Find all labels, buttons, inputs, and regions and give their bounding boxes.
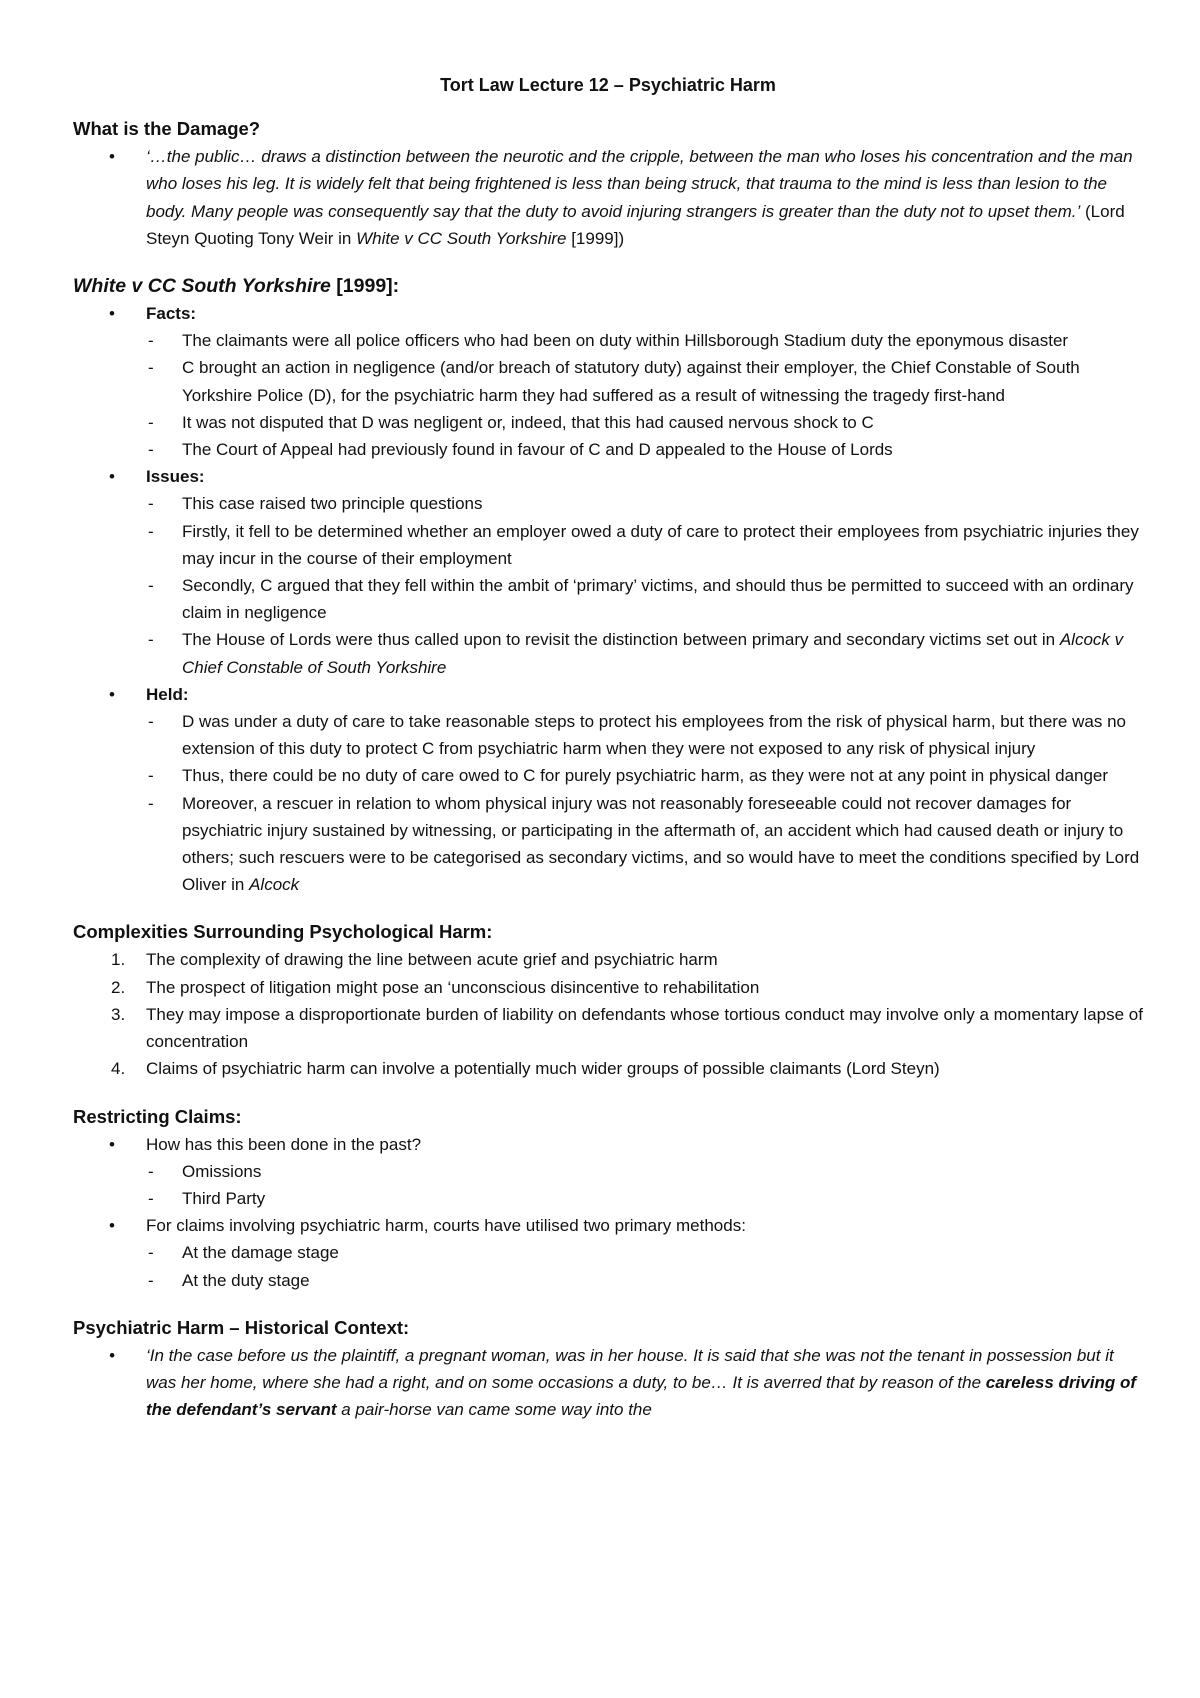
item-text: They may impose a disproportionate burden of liability on defendants whose tortious conduct may involve only a momentary lapse of concentration <box>146 1004 1143 1052</box>
list-item <box>146 790 1143 899</box>
list-item <box>73 974 1143 1001</box>
list-item: - Thus, there could be no duty of care owed to C for purely psychiatric harm, as they were not at any point in physical danger <box>146 762 1143 789</box>
list-item: - C brought an action in negligence (and/or breach of statutory duty) against their employer, the Chief Constable of South Yorkshire Police (D), for the psychiatric harm they had suffered as a result of witnessing the tragedy first-hand <box>146 354 1143 408</box>
list-item: - D was under a duty of care to take reasonable steps to protect his employees from the risk of physical harm, but there was no extension of this duty to protect C from psychiatric harm when they were not exposed to any risk of physical injury <box>146 708 1143 762</box>
restricting-sublist-2 <box>146 1239 1143 1293</box>
facts-label: Facts: <box>146 304 197 324</box>
restricting-list <box>73 1131 1143 1294</box>
list-item: - Firstly, it fell to be determined whether an employer owed a duty of care to protect their employees from psychiatric injuries they may incur in the course of their employment <box>146 518 1143 572</box>
restricting-sublist-1 <box>146 1158 1143 1212</box>
list-item: - At the duty stage <box>146 1267 1143 1294</box>
held-item <box>73 681 1143 899</box>
complexities-list <box>73 946 1143 1082</box>
list-item <box>73 1131 1143 1213</box>
historical-list <box>73 1342 1143 1424</box>
damage-attribution: (Lord Steyn Quoting Tony Weir in <box>146 201 1125 248</box>
list-item <box>146 626 1143 680</box>
list-item <box>73 1001 1143 1055</box>
historical-quote-part-1: ‘In the case before us the plaintiff, a pregnant woman, was in her house. It is said that she was not the tenant in possession but it was her home, where she had a right, and on some occasions a duty, to be… It is averred that by reason of the <box>146 1345 1114 1392</box>
list-item: - At the damage stage <box>146 1239 1143 1266</box>
section-heading-historical: Psychiatric Harm – Historical Context: <box>73 1316 410 1338</box>
document-title: Tort Law Lecture 12 – Psychiatric Harm <box>440 75 776 95</box>
white-list <box>73 300 1143 898</box>
historical-quote-bold: careless driving of the defendant’s servant <box>146 1372 1136 1420</box>
section-heading-complexities: Complexities Surrounding Psychological Harm: <box>73 921 493 943</box>
damage-case-year: [1999]) <box>566 228 625 248</box>
list-item: - Third Party <box>146 1185 1143 1212</box>
item-number: 1. <box>111 950 126 970</box>
issue4-case: Alcock v Chief Constable of South Yorkshire <box>182 630 1124 677</box>
list-item <box>73 946 1143 973</box>
issues-label: Issues: <box>146 467 205 487</box>
item-text: The prospect of litigation might pose an ‘unconscious disincentive to rehabilitation <box>146 977 760 997</box>
item-number: 4. <box>111 1059 126 1079</box>
item-number: 3. <box>111 1004 126 1024</box>
white-heading-case: White v CC South Yorkshire <box>73 275 331 298</box>
held-label: Held: <box>146 684 189 704</box>
list-item: - This case raised two principle questions <box>146 490 1143 517</box>
held-sublist <box>146 708 1143 898</box>
historical-quote-part-2: a pair-horse van came some way into the <box>336 1400 652 1420</box>
list-item: - Omissions <box>146 1158 1143 1185</box>
issues-item <box>73 463 1143 681</box>
document-page <box>73 72 1143 1423</box>
held3-case: Alcock <box>249 875 300 895</box>
section-heading-white <box>73 272 1143 300</box>
issues-sublist <box>146 490 1143 680</box>
list-item <box>73 1055 1143 1082</box>
restricting-question-1: How has this been done in the past? <box>146 1134 422 1154</box>
held3-text: Moreover, a rescuer in relation to whom physical injury was not reasonably foreseeable could not recover damages for psychiatric injury sustained by witnessing, or participating in the aftermath of, an accident which had caused death or injury to others; such rescuers were to be categorised as secondary victims, and so would have to meet the conditions specified by Lord Oliver in <box>182 793 1140 895</box>
damage-case-name: White v CC South Yorkshire <box>356 228 567 248</box>
historical-quote-item <box>73 1342 1143 1424</box>
restricting-question-2: For claims involving psychiatric harm, courts have utilised two primary methods: <box>146 1216 746 1236</box>
list-item: - The Court of Appeal had previously found in favour of C and D appealed to the House of Lords <box>146 436 1143 463</box>
item-text: Claims of psychiatric harm can involve a potentially much wider groups of possible claimants (Lord Steyn) <box>146 1059 940 1079</box>
issue4-text: The House of Lords were thus called upon to revisit the distinction between primary and secondary victims set out in <box>182 630 1060 650</box>
damage-list <box>73 143 1143 252</box>
facts-item <box>73 300 1143 463</box>
list-item: - It was not disputed that D was negligent or, indeed, that this had caused nervous shock to C <box>146 409 1143 436</box>
list-item <box>73 1212 1143 1294</box>
section-heading-damage: What is the Damage? <box>73 118 261 140</box>
facts-sublist <box>146 327 1143 463</box>
list-item: - Secondly, C argued that they fell within the ambit of ‘primary’ victims, and should thus be permitted to succeed with an ordinary claim in negligence <box>146 572 1143 626</box>
damage-quote: ‘…the public… draws a distinction between the neurotic and the cripple, between the man who loses his concentration and the man who loses his leg. It is widely felt that being frightened is less than being struck, that trauma to the mind is less than lesion to the body. Many people was consequently say that the duty to avoid injuring strangers is greater than the duty not to upset them.’ <box>146 147 1133 221</box>
white-heading-year: [1999]: <box>330 275 400 298</box>
section-heading-restricting: Restricting Claims: <box>73 1105 242 1127</box>
damage-quote-item <box>73 143 1143 252</box>
item-text: The complexity of drawing the line between acute grief and psychiatric harm <box>146 950 718 970</box>
item-number: 2. <box>111 977 126 997</box>
list-item: - The claimants were all police officers who had been on duty within Hillsborough Stadium duty the eponymous disaster <box>146 327 1143 354</box>
